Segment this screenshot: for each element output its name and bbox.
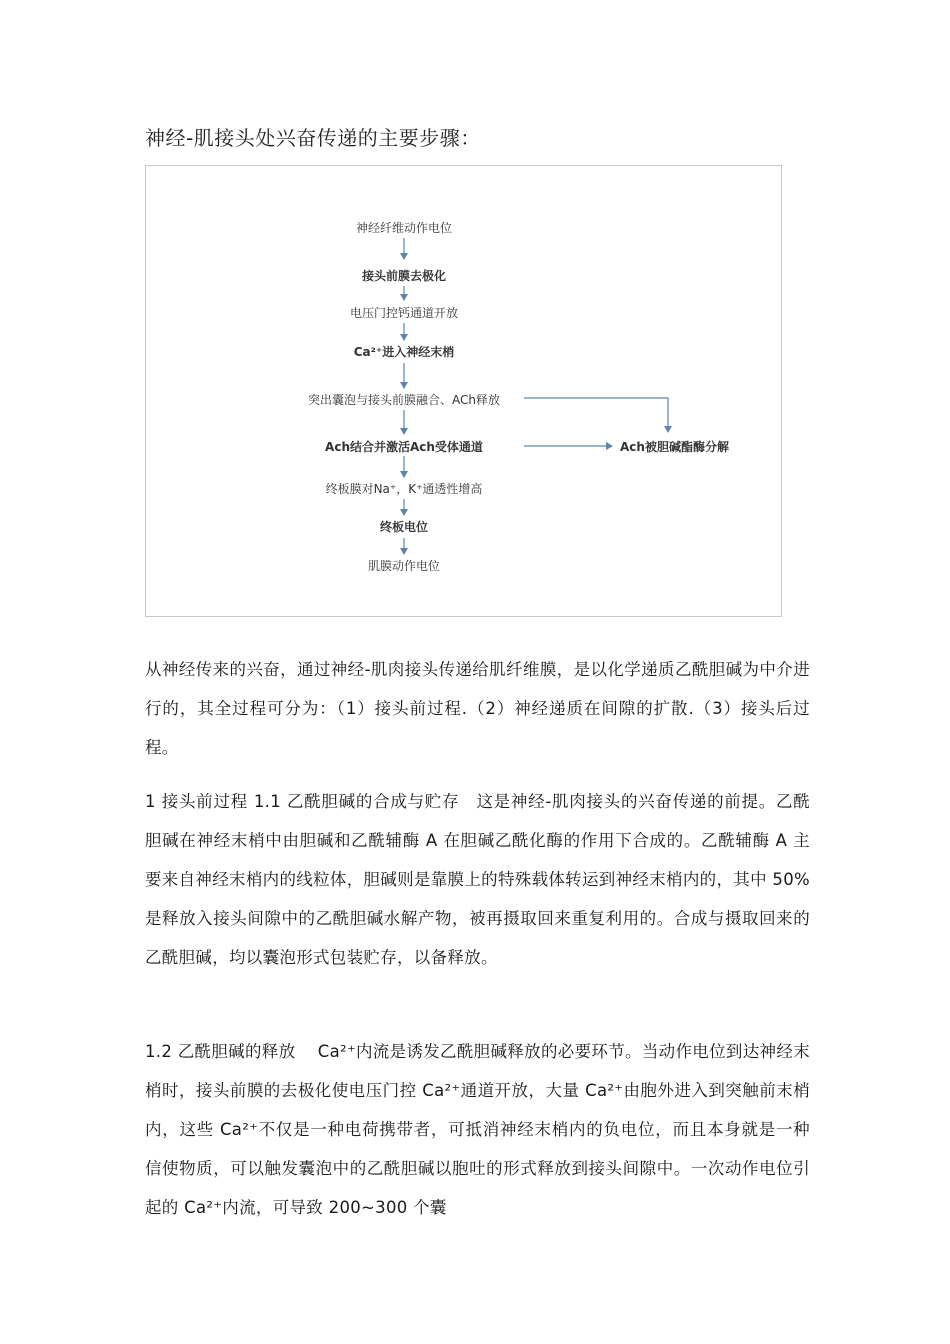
flowchart-figure xyxy=(145,165,782,617)
flowchart-diagram xyxy=(146,166,783,618)
arrow-release-to-decompose xyxy=(524,398,668,432)
step-9: 肌膜动作电位 xyxy=(367,559,441,573)
paragraph-synthesis: 1 接头前过程 1.1 乙酰胆碱的合成与贮存 这是神经-肌肉接头的兴奋传递的前提。乙酰胆碱在神经末梢中由胆碱和乙酰辅酶 A 在胆碱乙酰化酶的作用下合成的。乙酰辅酶 A 主要来自神经末梢内的线粒体，胆碱则是靠膜上的特殊载体转运到神经末梢内的，其中 50%是释放入接头间隙中的乙酰胆碱水解产物，被再摄取回来重复利用的。合成与摄取回来的乙酰胆碱，均以囊泡形式包装贮存，以备释放。 xyxy=(145,792,810,967)
step-6: Ach结合并激活Ach受体通道 xyxy=(325,440,483,454)
side-node-decompose: Ach被胆碱酯酶分解 xyxy=(620,440,729,454)
paragraph-release: 1.2 乙酰胆碱的释放 Ca²⁺内流是诱发乙酰胆碱释放的必要环节。当动作电位到达神经末梢时，接头前膜的去极化使电压门控 Ca²⁺通道开放，大量 Ca²⁺由胞外进入到突触前末梢内，这些 Ca²⁺不仅是一种电荷携带者，可抵消神经末梢内的负电位，而且本身就是一种信使物质，可以触发囊泡中的乙酰胆碱以胞吐的形式释放到接头间隙中。一次动作电位引起的 Ca²⁺内流，可导致 200~300 个囊 xyxy=(145,1042,810,1217)
step-8: 终板电位 xyxy=(379,520,429,534)
step-7: 终板膜对Na⁺，K⁺通透性增高 xyxy=(325,482,483,496)
step-3: 电压门控钙通道开放 xyxy=(349,306,459,320)
step-1: 神经纤维动作电位 xyxy=(355,221,453,235)
step-2: 接头前膜去极化 xyxy=(361,269,447,283)
step-5: 突出囊泡与接头前膜融合、ACh释放 xyxy=(308,393,500,407)
step-4: Ca²⁺进入神经末梢 xyxy=(353,345,455,359)
section-title: 神经-肌接头处兴奋传递的主要步骤： xyxy=(145,126,481,150)
paragraph-intro: 从神经传来的兴奋，通过神经-肌肉接头传递给肌纤维膜，是以化学递质乙酰胆碱为中介进行的，其全过程可分为：（1）接头前过程.（2）神经递质在间隙的扩散.（3）接头后过程。 xyxy=(145,660,810,757)
